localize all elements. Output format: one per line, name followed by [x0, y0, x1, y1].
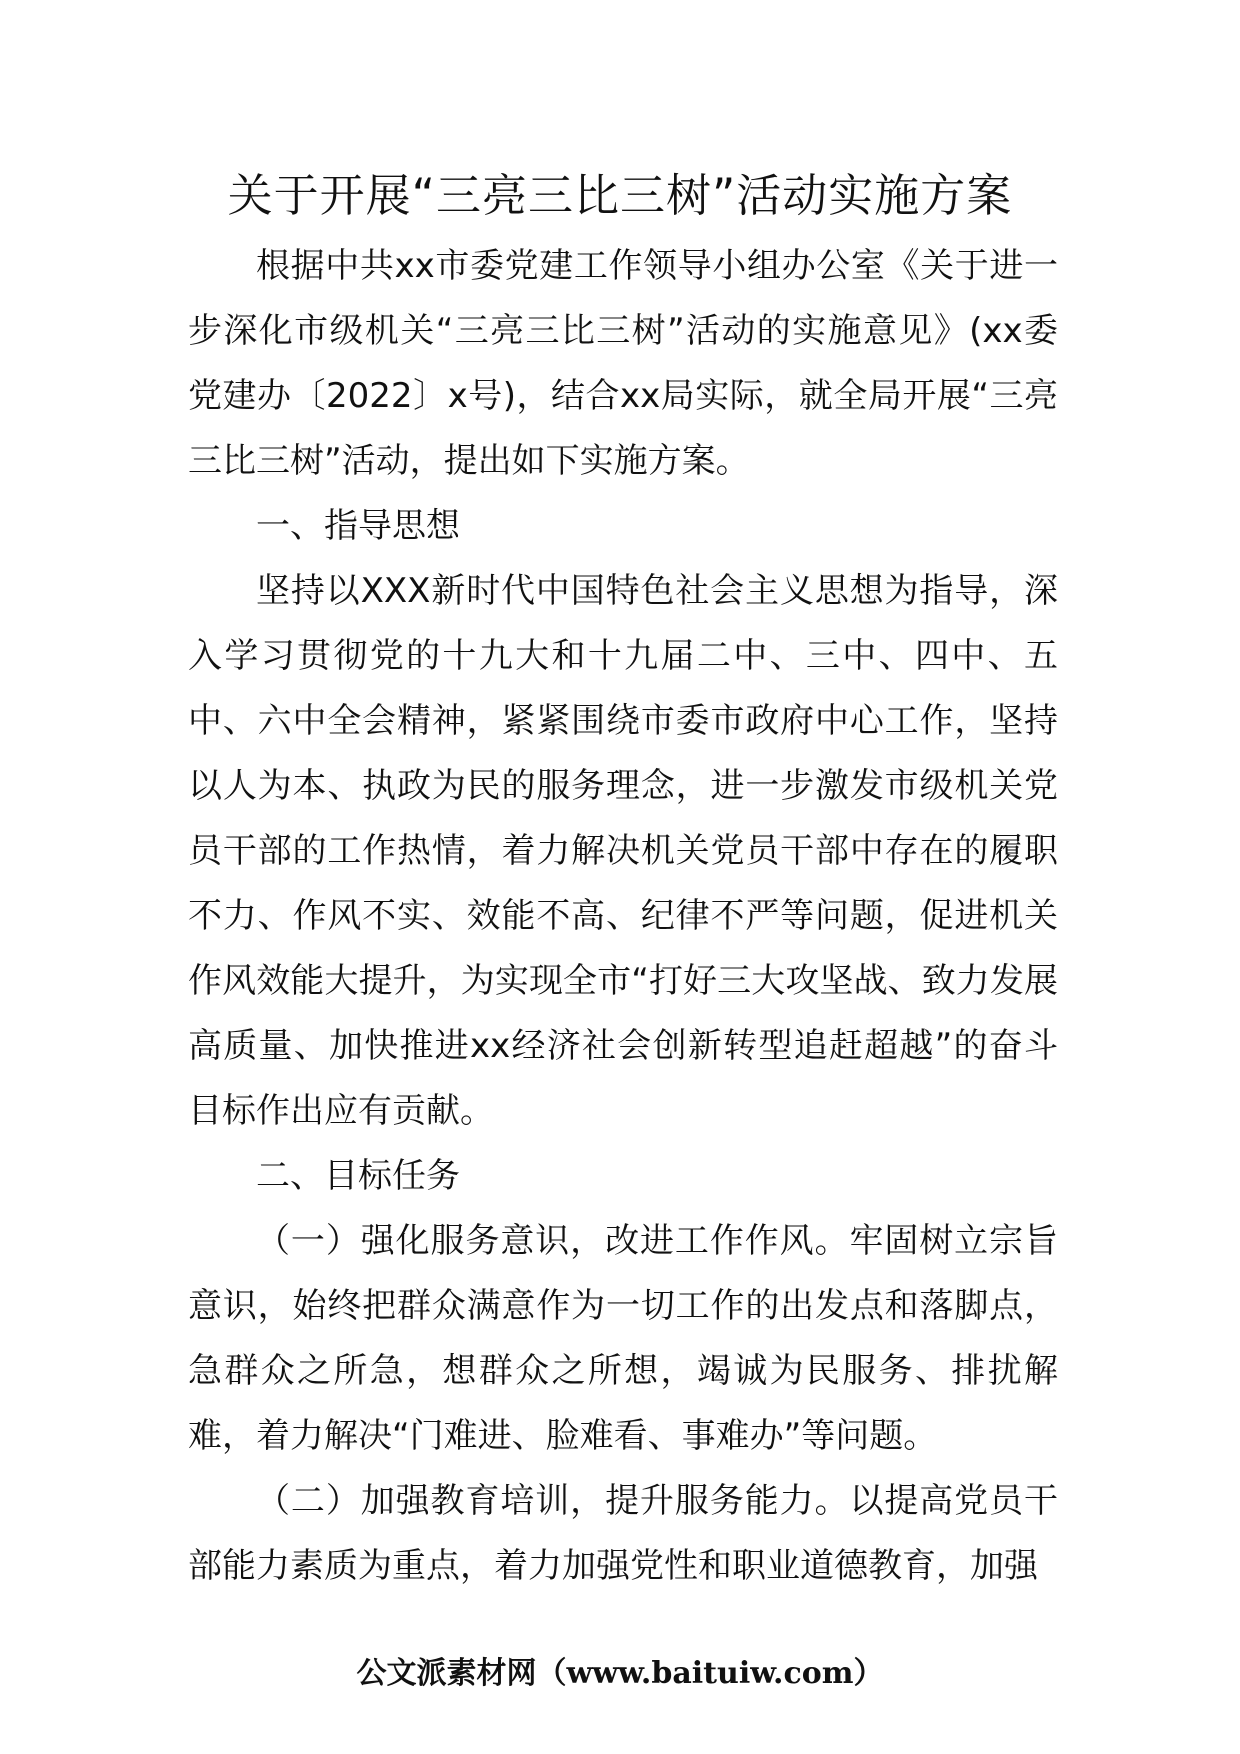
document-title: 关于开展“三亮三比三树”活动实施方案 — [227, 169, 1013, 222]
section-heading-goals: 二、目标任务 — [256, 1156, 460, 1196]
guiding-thought-paragraph: 坚持以XXX新时代中国特色社会主义思想为指导，深入学习贯彻党的十九大和十九届二中、三中、四中、五中、六中全会精神，紧紧围绕市委市政府中心工作，坚持以人为本、执政为民的服务理念，进一步激发市级机关党员干部的工作热情，着力解决机关党员干部中存在的履职不力、作风不实、效能不高、纪律不严等问题，促进机关作风效能大提升，为实现全市“打好三大攻坚战、致力发展高质量、加快推进xx经济社会创新转型追赶超越”的奋斗目标作出应有贡献。 — [188, 571, 1058, 1131]
goal-item-1-paragraph: （一）强化服务意识，改进工作作风。牢固树立宗旨意识，始终把群众满意作为一切工作的出发点和落脚点，急群众之所急，想群众之所想，竭诚为民服务、排扰解难，着力解决“门难进、脸难看、事难办”等问题。 — [188, 1221, 1058, 1456]
document-body — [188, 234, 1058, 1599]
goal-item-2-paragraph: （二）加强教育培训，提升服务能力。以提高党员干部能力素质为重点，着力加强党性和职业道德教育，加强 — [188, 1481, 1058, 1586]
footer-watermark: 公文派素材网（www.baituiw.com） — [356, 1656, 884, 1691]
intro-paragraph: 根据中共xx市委党建工作领导小组办公室《关于进一步深化市级机关“三亮三比三树”活动的实施意见》(xx委党建办〔2022〕x号)，结合xx局实际，就全局开展“三亮三比三树”活动，提出如下实施方案。 — [188, 246, 1058, 481]
section-heading-guiding-thought: 一、指导思想 — [256, 506, 460, 546]
